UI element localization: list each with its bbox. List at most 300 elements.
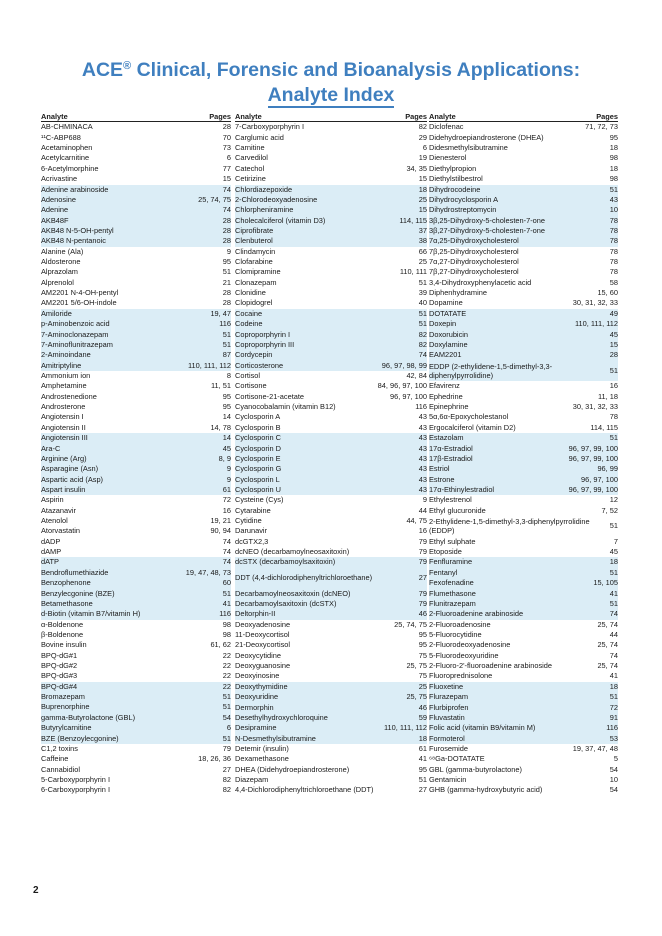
index-row bbox=[429, 692, 618, 702]
index-row bbox=[41, 785, 231, 795]
analyte-name: Aldosterone bbox=[41, 257, 81, 267]
page-refs: 51 bbox=[222, 702, 231, 712]
page-refs: 43 bbox=[418, 422, 427, 432]
analyte-name: Alprenolol bbox=[41, 277, 74, 287]
analyte-name: Estriol bbox=[429, 464, 450, 474]
analyte-name: Cyclosporin U bbox=[235, 484, 282, 494]
page-refs: 46 bbox=[418, 609, 427, 619]
page-refs: 114, 115 bbox=[590, 422, 618, 432]
page-refs: 78 bbox=[609, 257, 618, 267]
index-row bbox=[235, 630, 427, 640]
analyte-name: Adenine bbox=[41, 205, 69, 215]
index-row bbox=[429, 330, 618, 340]
analyte-name: Coproporphyrin I bbox=[235, 329, 291, 339]
page-refs: 96, 97, 100 bbox=[581, 474, 618, 484]
analyte-name: Deoxyadenosine bbox=[235, 619, 291, 629]
page-refs: 114, 115 bbox=[399, 215, 427, 225]
analyte-name: Diclofenac bbox=[429, 122, 464, 132]
index-row bbox=[41, 340, 231, 350]
page-refs: 6 bbox=[226, 723, 231, 733]
analyte-name: Aspirin bbox=[41, 495, 64, 505]
index-row bbox=[235, 423, 427, 433]
index-row bbox=[41, 247, 231, 257]
page-refs: 54 bbox=[222, 712, 231, 722]
index-row bbox=[235, 785, 427, 795]
index-row bbox=[235, 330, 427, 340]
analyte-name: 4,4-Dichlorodiphenyltrichloroethane (DDT) bbox=[235, 785, 374, 795]
analyte-name: 17β-Estradiol bbox=[429, 453, 473, 463]
page-refs: 51 bbox=[609, 365, 618, 375]
index-row bbox=[41, 392, 231, 402]
analyte-name: Angiotensin III bbox=[41, 433, 88, 443]
index-row bbox=[429, 236, 618, 246]
page-refs: 22 bbox=[222, 661, 231, 671]
index-row bbox=[429, 723, 618, 733]
analyte-name: Flurbiprofen bbox=[429, 702, 469, 712]
page-refs: 8, 9 bbox=[218, 453, 231, 463]
page-refs: 79 bbox=[418, 547, 427, 557]
page-refs: 71, 72, 73 bbox=[585, 122, 618, 132]
analyte-name: BZE (Benzoylecgonine) bbox=[41, 733, 119, 743]
index-row bbox=[235, 599, 427, 609]
analyte-name: Coproporphyrin III bbox=[235, 339, 295, 349]
analyte-name: Ergocalciferol (vitamin D2) bbox=[429, 422, 516, 432]
page-refs: 11, 18 bbox=[598, 391, 618, 401]
index-row bbox=[41, 298, 231, 308]
index-row bbox=[429, 495, 618, 505]
index-row bbox=[429, 547, 618, 557]
index-row bbox=[41, 475, 231, 485]
page-refs: 95 bbox=[222, 391, 231, 401]
page-refs: 43 bbox=[418, 464, 427, 474]
page-refs: 51 bbox=[609, 184, 618, 194]
page-refs: 116 bbox=[219, 609, 231, 619]
page-refs: 8 bbox=[226, 370, 231, 380]
analyte-name: Clomipramine bbox=[235, 267, 281, 277]
page-refs: 51 bbox=[222, 733, 231, 743]
page-refs: 91 bbox=[609, 712, 618, 722]
index-row bbox=[429, 288, 618, 298]
page-refs: 74 bbox=[222, 205, 231, 215]
page-refs: 98 bbox=[609, 153, 618, 163]
index-row bbox=[429, 267, 618, 277]
page-refs: 61 bbox=[222, 484, 231, 494]
analyte-name: Ephedrine bbox=[429, 391, 463, 401]
analyte-name: Flurazepam bbox=[429, 692, 469, 702]
analyte-name: Deltorphin-II bbox=[235, 609, 276, 619]
title-line-1 bbox=[0, 54, 662, 83]
analyte-name: Fenfluramine bbox=[429, 557, 473, 567]
index-row bbox=[41, 288, 231, 298]
analyte-name: Desethylhydroxychloroquine bbox=[235, 712, 328, 722]
page-refs: 22 bbox=[222, 650, 231, 660]
index-row bbox=[429, 143, 618, 153]
analyte-name: 2-Fluoro-2'-fluoroadenine arabinoside bbox=[429, 661, 553, 671]
page-refs: 46 bbox=[418, 702, 427, 712]
index-row bbox=[429, 630, 618, 640]
page-refs: 74 bbox=[418, 350, 427, 360]
page-refs: 51 bbox=[418, 308, 427, 318]
analyte-name: Carnitine bbox=[235, 143, 265, 153]
page-refs: 9 bbox=[226, 464, 231, 474]
index-row bbox=[41, 671, 231, 681]
page-refs: 95 bbox=[418, 629, 427, 639]
analyte-name: Butyrylcarnitine bbox=[41, 723, 92, 733]
index-row bbox=[41, 682, 231, 692]
analyte-name: Fluoroprednisolone bbox=[429, 671, 493, 681]
analyte-name: 2-Fluorodeoxyadenosine bbox=[429, 640, 511, 650]
page-refs: 27 bbox=[418, 785, 427, 795]
page-refs: 16 bbox=[418, 526, 427, 536]
index-row bbox=[235, 485, 427, 495]
index-row bbox=[235, 754, 427, 764]
analyte-name: Asparagine (Asn) bbox=[41, 464, 99, 474]
index-row bbox=[41, 578, 231, 588]
analyte-name: Cyclosporin A bbox=[235, 412, 281, 422]
index-row bbox=[41, 537, 231, 547]
page-refs: 51 bbox=[222, 329, 231, 339]
index-row bbox=[41, 744, 231, 754]
analyte-name: dcSTX (decarbamoylsaxitoxin) bbox=[235, 557, 336, 567]
header-analyte: Analyte bbox=[429, 112, 456, 121]
analyte-name: Corticosterone bbox=[235, 360, 284, 370]
page-refs: 30, 31, 32, 33 bbox=[572, 402, 618, 412]
index-row bbox=[235, 734, 427, 744]
analyte-name: Fluoxetine bbox=[429, 681, 464, 691]
index-row bbox=[429, 537, 618, 547]
index-row bbox=[429, 381, 618, 391]
analyte-name: Angiotensin II bbox=[41, 422, 86, 432]
analyte-name: Dexamethasone bbox=[235, 754, 289, 764]
index-row bbox=[41, 371, 231, 381]
analyte-name: Codeine bbox=[235, 319, 263, 329]
page-refs: 74 bbox=[222, 536, 231, 546]
index-row bbox=[235, 547, 427, 557]
page-refs: 51 bbox=[609, 521, 618, 531]
page-refs: 44 bbox=[418, 505, 427, 515]
title-text: Clinical, Forensic and Bioanalysis Applications: bbox=[131, 59, 581, 81]
analyte-name: Carvedilol bbox=[235, 153, 268, 163]
index-row bbox=[235, 475, 427, 485]
page-refs: 51 bbox=[222, 339, 231, 349]
index-row bbox=[429, 340, 618, 350]
analyte-name: Gentamicin bbox=[429, 775, 467, 785]
index-row bbox=[41, 267, 231, 277]
header-analyte: Analyte bbox=[41, 112, 68, 121]
analyte-name: 5-Fluorodeoxyuridine bbox=[429, 650, 499, 660]
index-row bbox=[235, 723, 427, 733]
analyte-name: Amphetamine bbox=[41, 381, 87, 391]
page-refs: 54 bbox=[609, 785, 618, 795]
index-row bbox=[429, 361, 618, 382]
index-row bbox=[429, 309, 618, 319]
index-row bbox=[235, 185, 427, 195]
index-row bbox=[41, 640, 231, 650]
page-refs: 7, 52 bbox=[601, 505, 618, 515]
page-refs: 18 bbox=[418, 184, 427, 194]
index-row bbox=[41, 433, 231, 443]
header-pages: Pages bbox=[405, 112, 427, 121]
page-refs: 79 bbox=[418, 598, 427, 608]
index-row bbox=[429, 122, 618, 132]
analyte-name: DOTATATE bbox=[429, 308, 467, 318]
index-row bbox=[235, 703, 427, 713]
page-refs: 25, 74 bbox=[597, 640, 618, 650]
index-row bbox=[235, 278, 427, 288]
analyte-name: Androstenedione bbox=[41, 391, 97, 401]
page-refs: 110, 111, 112 bbox=[383, 723, 427, 733]
index-row bbox=[429, 640, 618, 650]
index-row bbox=[429, 174, 618, 184]
page-refs: 95 bbox=[418, 764, 427, 774]
index-row bbox=[41, 402, 231, 412]
page-refs: 95 bbox=[222, 402, 231, 412]
index-row bbox=[41, 423, 231, 433]
analyte-name: Cyclosporin G bbox=[235, 464, 282, 474]
index-row bbox=[41, 609, 231, 619]
analyte-name: dAMP bbox=[41, 547, 62, 557]
analyte-name: 3β,25-Dihydroxy-5-cholesten-7-one bbox=[429, 215, 545, 225]
page-refs: 96, 97, 99, 100 bbox=[568, 484, 618, 494]
page-refs: 44, 75 bbox=[406, 516, 427, 526]
page-refs: 28 bbox=[222, 298, 231, 308]
analyte-name: Detemir (insulin) bbox=[235, 743, 289, 753]
page-refs: 87 bbox=[222, 350, 231, 360]
index-row bbox=[235, 319, 427, 329]
index-row bbox=[235, 257, 427, 267]
index-row bbox=[41, 495, 231, 505]
page-refs: 12 bbox=[609, 495, 618, 505]
page-refs: 18 bbox=[418, 733, 427, 743]
analyte-name: Deoxycytidine bbox=[235, 650, 282, 660]
analyte-name: N-Desmethylsibutramine bbox=[235, 733, 316, 743]
analyte-name: Cyclosporin L bbox=[235, 474, 280, 484]
index-row bbox=[235, 412, 427, 422]
page-refs: 43 bbox=[609, 194, 618, 204]
analyte-name: 2-Chlorodeoxyadenosine bbox=[235, 194, 318, 204]
analyte-name: Benzylecgonine (BZE) bbox=[41, 588, 115, 598]
page-refs: 5 bbox=[613, 754, 618, 764]
analyte-name: Dopamine bbox=[429, 298, 463, 308]
index-row bbox=[41, 526, 231, 536]
analyte-name: β-Boldenone bbox=[41, 629, 84, 639]
index-row bbox=[41, 164, 231, 174]
analyte-name: Clonidine bbox=[235, 288, 266, 298]
index-row bbox=[235, 247, 427, 257]
page-refs: 98 bbox=[222, 629, 231, 639]
page-refs: 53 bbox=[609, 733, 618, 743]
analyte-name: Cordycepin bbox=[235, 350, 273, 360]
index-row bbox=[429, 257, 618, 267]
analyte-name: dcNEO (decarbamoylneosaxitoxin) bbox=[235, 547, 350, 557]
analyte-name: Fentanyl bbox=[429, 567, 458, 577]
index-row bbox=[429, 216, 618, 226]
page-refs: 9 bbox=[226, 474, 231, 484]
analyte-name: Angiotensin I bbox=[41, 412, 84, 422]
index-row bbox=[235, 236, 427, 246]
index-row bbox=[41, 330, 231, 340]
analyte-name: gamma-Butyrolactone (GBL) bbox=[41, 712, 136, 722]
index-row bbox=[235, 153, 427, 163]
analyte-name: 3β,27-Dihydroxy-5-cholesten-7-one bbox=[429, 225, 545, 235]
page-refs: 110, 111 bbox=[399, 267, 427, 277]
analyte-name: Caffeine bbox=[41, 754, 69, 764]
page-refs: 25, 74, 75 bbox=[394, 619, 427, 629]
index-row bbox=[429, 444, 618, 454]
analyte-name: dcGTX2,3 bbox=[235, 536, 269, 546]
index-row bbox=[41, 381, 231, 391]
index-row bbox=[235, 226, 427, 236]
analyte-name: Formoterol bbox=[429, 733, 465, 743]
index-row bbox=[41, 122, 231, 132]
analyte-name: DDT (4,4-dichlorodiphenyltrichloroethane) bbox=[235, 573, 373, 583]
page-refs: 25, 74, 75 bbox=[198, 194, 231, 204]
analyte-name: Alanine (Ala) bbox=[41, 246, 84, 256]
index-row bbox=[429, 609, 618, 619]
analyte-name: Estrone bbox=[429, 474, 455, 484]
analyte-name: Clofarabine bbox=[235, 257, 273, 267]
page-refs: 16 bbox=[609, 381, 618, 391]
analyte-name: 17α-Estradiol bbox=[429, 443, 473, 453]
analyte-name: Desipramine bbox=[235, 723, 277, 733]
index-row bbox=[235, 288, 427, 298]
page-refs: 18 bbox=[609, 163, 618, 173]
analyte-name: Buprenorphine bbox=[41, 702, 90, 712]
index-row bbox=[41, 775, 231, 785]
column-header bbox=[41, 112, 231, 122]
analyte-name: Cortisone-21-acetate bbox=[235, 391, 305, 401]
index-row bbox=[41, 195, 231, 205]
page-refs: 44 bbox=[609, 630, 618, 639]
index-row bbox=[235, 361, 427, 371]
index-row bbox=[41, 361, 231, 371]
page-refs: 22 bbox=[222, 681, 231, 691]
page-refs: 9 bbox=[226, 246, 231, 256]
page-refs: 27 bbox=[222, 764, 231, 774]
index-row bbox=[429, 682, 618, 692]
index-row bbox=[429, 568, 618, 578]
page-refs: 74 bbox=[609, 609, 618, 619]
analyte-name: Diphenhydramine bbox=[429, 288, 487, 298]
page-refs: 58 bbox=[609, 277, 618, 287]
analyte-name: EAM2201 bbox=[429, 350, 462, 360]
page-refs: 84, 96, 97, 100 bbox=[377, 381, 427, 391]
index-row bbox=[41, 143, 231, 153]
index-row bbox=[41, 568, 231, 578]
index-column-1 bbox=[41, 112, 231, 796]
page-refs: 96, 97, 98, 99 bbox=[381, 360, 427, 370]
analyte-name: GHB (gamma-hydroxybutyric acid) bbox=[429, 785, 543, 795]
analyte-name: Decarbamoylsaxitoxin (dcSTX) bbox=[235, 598, 337, 608]
page-refs: 19, 37, 47, 48 bbox=[572, 743, 618, 753]
index-row bbox=[41, 205, 231, 215]
index-row bbox=[41, 444, 231, 454]
index-row bbox=[429, 713, 618, 723]
page-refs: 38 bbox=[418, 236, 427, 246]
page-refs: 51 bbox=[222, 692, 231, 702]
analyte-name: Cysteine (Cys) bbox=[235, 495, 284, 505]
index-row bbox=[41, 702, 231, 712]
page-refs: 79 bbox=[222, 743, 231, 753]
page-refs: 95 bbox=[609, 132, 618, 142]
header-analyte: Analyte bbox=[235, 112, 262, 121]
analyte-name: DHEA (Didehydroepiandrosterone) bbox=[235, 764, 350, 774]
header-pages: Pages bbox=[209, 112, 231, 121]
page-refs: 61, 62 bbox=[210, 640, 231, 650]
page-refs: 15 bbox=[418, 174, 427, 184]
index-row bbox=[235, 775, 427, 785]
index-row bbox=[41, 723, 231, 733]
analyte-name: Dermorphin bbox=[235, 702, 274, 712]
page-refs: 37 bbox=[418, 225, 427, 235]
analyte-name: Atazanavir bbox=[41, 505, 76, 515]
analyte-name: Folic acid (vitamin B9/vitamin M) bbox=[429, 723, 536, 733]
index-row bbox=[429, 775, 618, 785]
index-row bbox=[235, 298, 427, 308]
index-row bbox=[41, 651, 231, 661]
page-refs: 82 bbox=[418, 329, 427, 339]
analyte-name: 2-Aminoindane bbox=[41, 350, 91, 360]
page-refs: 110, 111, 112 bbox=[187, 360, 231, 370]
index-row bbox=[41, 174, 231, 184]
index-row bbox=[41, 319, 231, 329]
analyte-name: Deoxythymidine bbox=[235, 681, 288, 691]
page-refs: 39 bbox=[418, 288, 427, 298]
page-refs: 10 bbox=[609, 205, 618, 215]
analyte-name: BPQ-dG#4 bbox=[41, 681, 78, 691]
page-refs: 79 bbox=[418, 557, 427, 567]
page-refs: 59 bbox=[418, 712, 427, 722]
page-refs: 49 bbox=[609, 308, 618, 318]
index-row bbox=[429, 454, 618, 464]
page-refs: 66 bbox=[418, 246, 427, 256]
index-row bbox=[235, 620, 427, 630]
page-refs: 18, 26, 36 bbox=[198, 754, 231, 764]
index-row bbox=[429, 785, 618, 795]
analyte-name: Cytidine bbox=[235, 516, 262, 526]
analyte-name: 7α,27-Dihydroxycholesterol bbox=[429, 257, 519, 267]
analyte-name: 5-Fluorocytidine bbox=[429, 630, 482, 639]
analyte-name: p-Aminobenzoic acid bbox=[41, 319, 110, 329]
analyte-name: Aspart insulin bbox=[41, 484, 86, 494]
analyte-name: Cyclosporin D bbox=[235, 443, 282, 453]
page-refs: 73 bbox=[222, 143, 231, 153]
index-row bbox=[235, 216, 427, 226]
index-row bbox=[429, 412, 618, 422]
page-refs: 25, 74 bbox=[597, 661, 618, 671]
page-refs: 15 bbox=[418, 205, 427, 215]
index-row bbox=[235, 444, 427, 454]
page-refs: 15, 60 bbox=[597, 288, 618, 298]
index-row bbox=[429, 485, 618, 495]
analyte-name: Cortisone bbox=[235, 381, 267, 391]
page-refs: 78 bbox=[609, 225, 618, 235]
analyte-name: Diazepam bbox=[235, 775, 269, 785]
analyte-name: dATP bbox=[41, 557, 59, 567]
analyte-name: Diethylstilbestrol bbox=[429, 174, 483, 184]
analyte-name: Chlordiazepoxide bbox=[235, 184, 293, 194]
analyte-name: Cocaine bbox=[235, 308, 263, 318]
index-row bbox=[429, 278, 618, 288]
index-row bbox=[41, 661, 231, 671]
index-row bbox=[41, 765, 231, 775]
index-row bbox=[429, 164, 618, 174]
page-refs: 78 bbox=[609, 215, 618, 225]
analyte-name: Amiloride bbox=[41, 308, 72, 318]
analyte-name: Doxorubicin bbox=[429, 329, 469, 339]
page-refs: 96, 97, 100 bbox=[390, 391, 427, 401]
index-row bbox=[429, 153, 618, 163]
